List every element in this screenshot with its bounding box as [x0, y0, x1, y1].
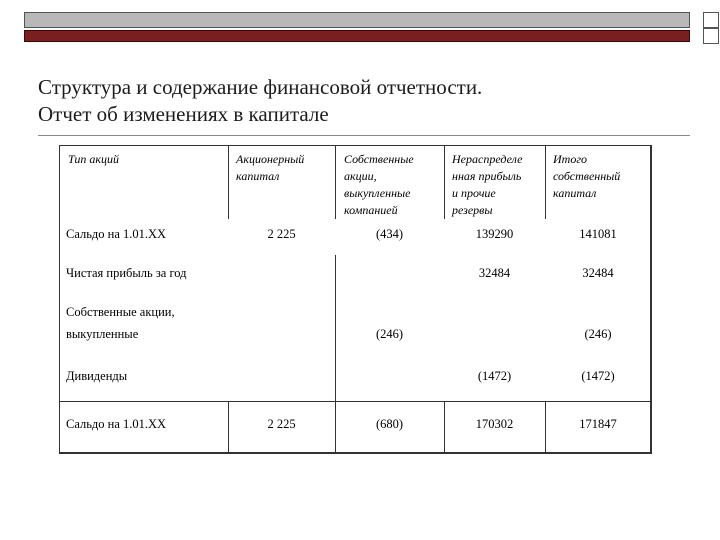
page-title-line1: Структура и содержание финансовой отчетности. — [38, 75, 483, 99]
row-divider — [60, 401, 651, 402]
header-line: и прочие — [452, 186, 496, 200]
decorative-square — [703, 12, 719, 28]
row-label: Сальдо на 1.01.ХХ — [66, 227, 167, 241]
cell-treasury-shares: (680) — [375, 417, 404, 431]
decorative-square — [703, 28, 719, 44]
header-line: резервы — [452, 203, 493, 217]
column-divider — [335, 146, 336, 219]
header-band-gray — [24, 12, 690, 28]
header-line: Итого — [553, 152, 588, 166]
header-line: Акционерный — [236, 152, 305, 166]
column-divider — [545, 146, 546, 219]
cell-treasury-shares: (246) — [375, 327, 404, 341]
page-title-line2: Отчет об изменениях в капитале — [38, 102, 329, 126]
cell-share-capital: 2 225 — [267, 417, 296, 431]
cell-retained-earnings: (1472) — [477, 369, 512, 383]
row-label-line: Собственные акции, — [66, 305, 175, 319]
header-line: собственный — [553, 169, 621, 183]
header-total-equity — [553, 151, 620, 202]
row-label: Дивиденды — [66, 369, 128, 383]
row-label: Сальдо на 1.01.ХХ — [66, 417, 167, 431]
header-line: акции, — [344, 169, 377, 183]
header-line: выкупленные — [344, 186, 411, 200]
cell-retained-earnings: 139290 — [475, 227, 514, 241]
header-line: Собственные — [344, 152, 414, 166]
cell-total-equity: 141081 — [579, 227, 617, 241]
cell-retained-earnings: 32484 — [478, 266, 511, 280]
header-treasury-shares — [344, 151, 414, 219]
column-divider — [228, 146, 229, 219]
header-share-capital — [236, 151, 304, 185]
cell-treasury-shares: (434) — [375, 227, 404, 241]
header-line: капитал — [553, 186, 597, 200]
equity-changes-table — [59, 145, 652, 454]
column-divider — [444, 146, 445, 219]
header-line: Нераспределе — [452, 152, 523, 166]
header-line: компанией — [344, 203, 398, 217]
cell-total-equity: 171847 — [579, 417, 617, 431]
cell-retained-earnings: 170302 — [475, 417, 514, 431]
header-type: Тип акций — [68, 152, 119, 166]
row-label-line: выкупленные — [66, 327, 139, 341]
cell-share-capital: 2 225 — [267, 227, 296, 241]
cell-total-equity: (1472) — [581, 369, 615, 383]
title-divider — [38, 135, 690, 136]
header-line: нная прибыль — [452, 169, 522, 183]
row-label — [66, 304, 175, 342]
page-title — [38, 74, 482, 128]
header-line: капитал — [236, 169, 280, 183]
header-band-red — [24, 30, 690, 42]
header-retained-earnings — [452, 151, 522, 219]
cell-total-equity: (246) — [584, 327, 612, 341]
cell-total-equity: 32484 — [582, 266, 614, 280]
row-label: Чистая прибыль за год — [66, 266, 187, 280]
